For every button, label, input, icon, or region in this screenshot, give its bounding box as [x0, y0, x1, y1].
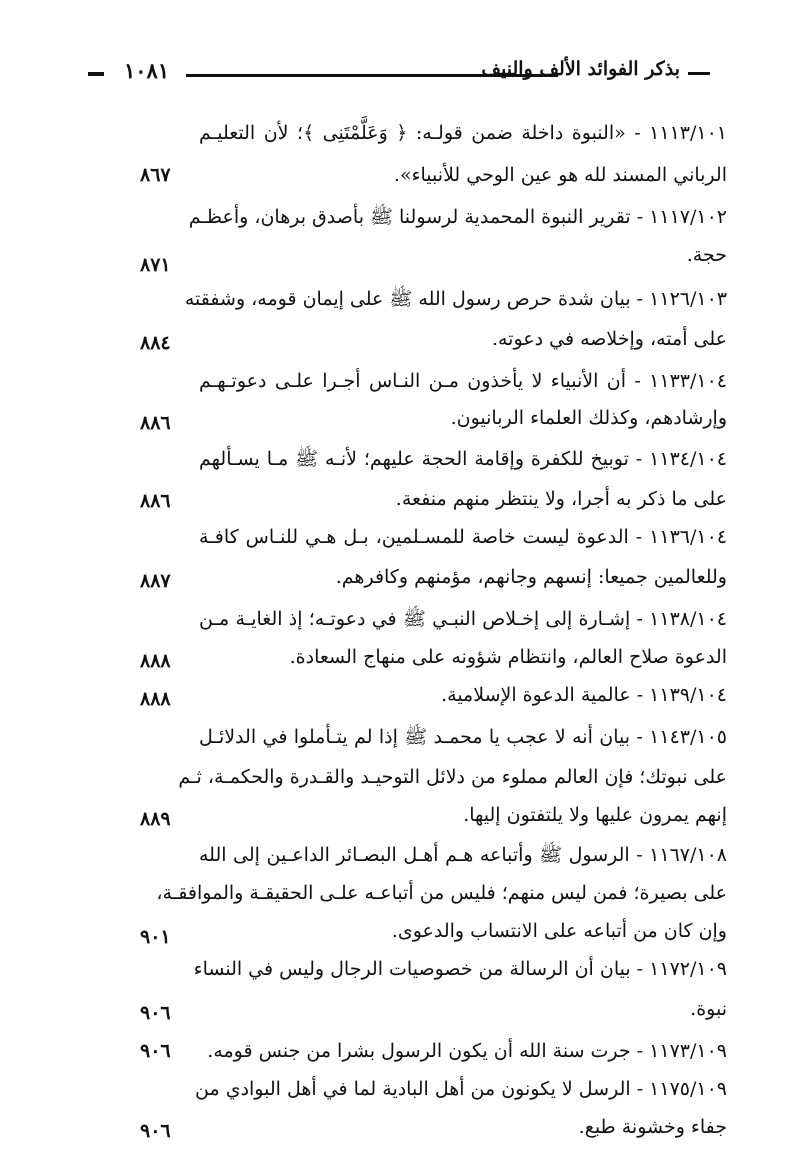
running-header [88, 56, 710, 92]
entry-page-ref: ٨٨٦ [140, 490, 171, 512]
entry-page-ref: ٩٠١ [140, 926, 171, 948]
entry-line: ١١٧٣/١٠٩ - جرت سنة الله أن يكون الرسول بشرا من جنس قومه. [207, 1040, 727, 1062]
entry-line: ١١٣٦/١٠٤ - الدعوة ليست خاصة للمسـلمين، بـل هـي للنـاس كافـة [199, 526, 727, 548]
entry-line: إنهم يمرون عليها ولا يلتفتون إليها. [463, 804, 727, 826]
entry-line: ١١٦٧/١٠٨ - الرسول ﷺ وأتباعه هـم أهـل البصـائر الداعـين إلى الله [199, 844, 727, 866]
entry-line: ١١٤٣/١٠٥ - بيان أنه لا عجب يا محمـد ﷺ إذا لم يتـأملوا في الدلائـل [199, 726, 727, 748]
entry-page-ref: ٨٨٩ [140, 808, 171, 830]
entry-line: على أمته، وإخلاصه في دعوته. [491, 328, 727, 350]
entry-line: حجة. [686, 244, 727, 266]
entry-line: الدعوة صلاح العالم، وانتظام شؤونه على منهاج السعادة. [289, 646, 727, 668]
entry-line: على ما ذكر به أجرا، ولا ينتظر منهم منفعة. [395, 488, 727, 510]
entry-line: ١١٣٩/١٠٤ - عالمية الدعوة الإسلامية. [441, 684, 727, 706]
entry-page-ref: ٨٨٧ [140, 570, 171, 592]
entry-line: ١١٢٦/١٠٣ - بيان شدة حرص رسول الله ﷺ على إيمان قومه، وشفقته [184, 288, 727, 310]
entry-line: ١١١٧/١٠٢ - تقرير النبوة المحمدية لرسولنا ﷺ بأصدق برهان، وأعظـم [188, 206, 727, 228]
entry-line: وإن كان من أتباعه على الانتساب والدعوى. [391, 920, 727, 942]
entry-page-ref: ٨٧١ [140, 254, 171, 276]
entry-line: ١١٧٢/١٠٩ - بيان أن الرسالة من خصوصيات الرجال وليس في النساء [193, 958, 727, 980]
header-dash-right [688, 72, 710, 75]
entry-page-ref: ٨٨٨ [140, 688, 171, 710]
entry-line: ١١١٣/١٠١ - «النبوة داخلة ضمن قولـه: ﴿ وَعَلَّمْتَنِى ﴾؛ لأن التعليـم [199, 122, 727, 144]
entry-line: جفاء وخشونة طبع. [578, 1116, 727, 1138]
entry-page-ref: ٨٨٦ [140, 412, 171, 434]
entry-page-ref: ٩٠٦ [140, 1120, 171, 1142]
entry-line: ١١٧٥/١٠٩ - الرسل لا يكونون من أهل البادية لما في أهل البوادي من [195, 1078, 727, 1100]
entry-line: وللعالمين جميعا: إنسهم وجانهم، مؤمنهم وكافرهم. [335, 566, 727, 588]
entry-line: ١١٣٨/١٠٤ - إشـارة إلى إخـلاص النبـي ﷺ في دعوتـه؛ إذ الغايـة مـن [199, 608, 727, 630]
entry-line: ١١٣٣/١٠٤ - أن الأنبياء لا يأخذون مـن النـاس أجـرا علـى دعوتـهـم [199, 370, 727, 392]
entry-page-ref: ٩٠٦ [140, 1002, 171, 1024]
entry-page-ref: ٨٦٧ [140, 164, 171, 186]
entry-line: ١١٣٤/١٠٤ - توبيخ للكفرة وإقامة الحجة عليهم؛ لأنـه ﷺ مـا يسـألهم [199, 448, 727, 470]
entry-line: على بصيرة؛ فمن ليس منهم؛ فليس من أتباعـه علـى الحقيقـة والموافقـة، [156, 882, 727, 904]
header-dash-left [88, 72, 104, 76]
entry-line: نبوة. [690, 998, 727, 1020]
running-title: بذكر الفوائد الألف والنيف [481, 58, 680, 80]
entry-page-ref: ٨٨٤ [140, 332, 171, 354]
entry-page-ref: ٩٠٦ [140, 1040, 171, 1062]
entry-line: الرباني المسند لله هو عين الوحي للأنبياء». [393, 164, 727, 186]
page-number: ١٠٨١ [124, 58, 170, 83]
entry-page-ref: ٨٨٨ [140, 650, 171, 672]
entry-line: وإرشادهم، وكذلك العلماء الربانيون. [450, 407, 727, 429]
entry-line: على نبوتك؛ فإن العالم مملوء من دلائل التوحيـد والقـدرة والحكمـة، ثـم [178, 766, 727, 788]
